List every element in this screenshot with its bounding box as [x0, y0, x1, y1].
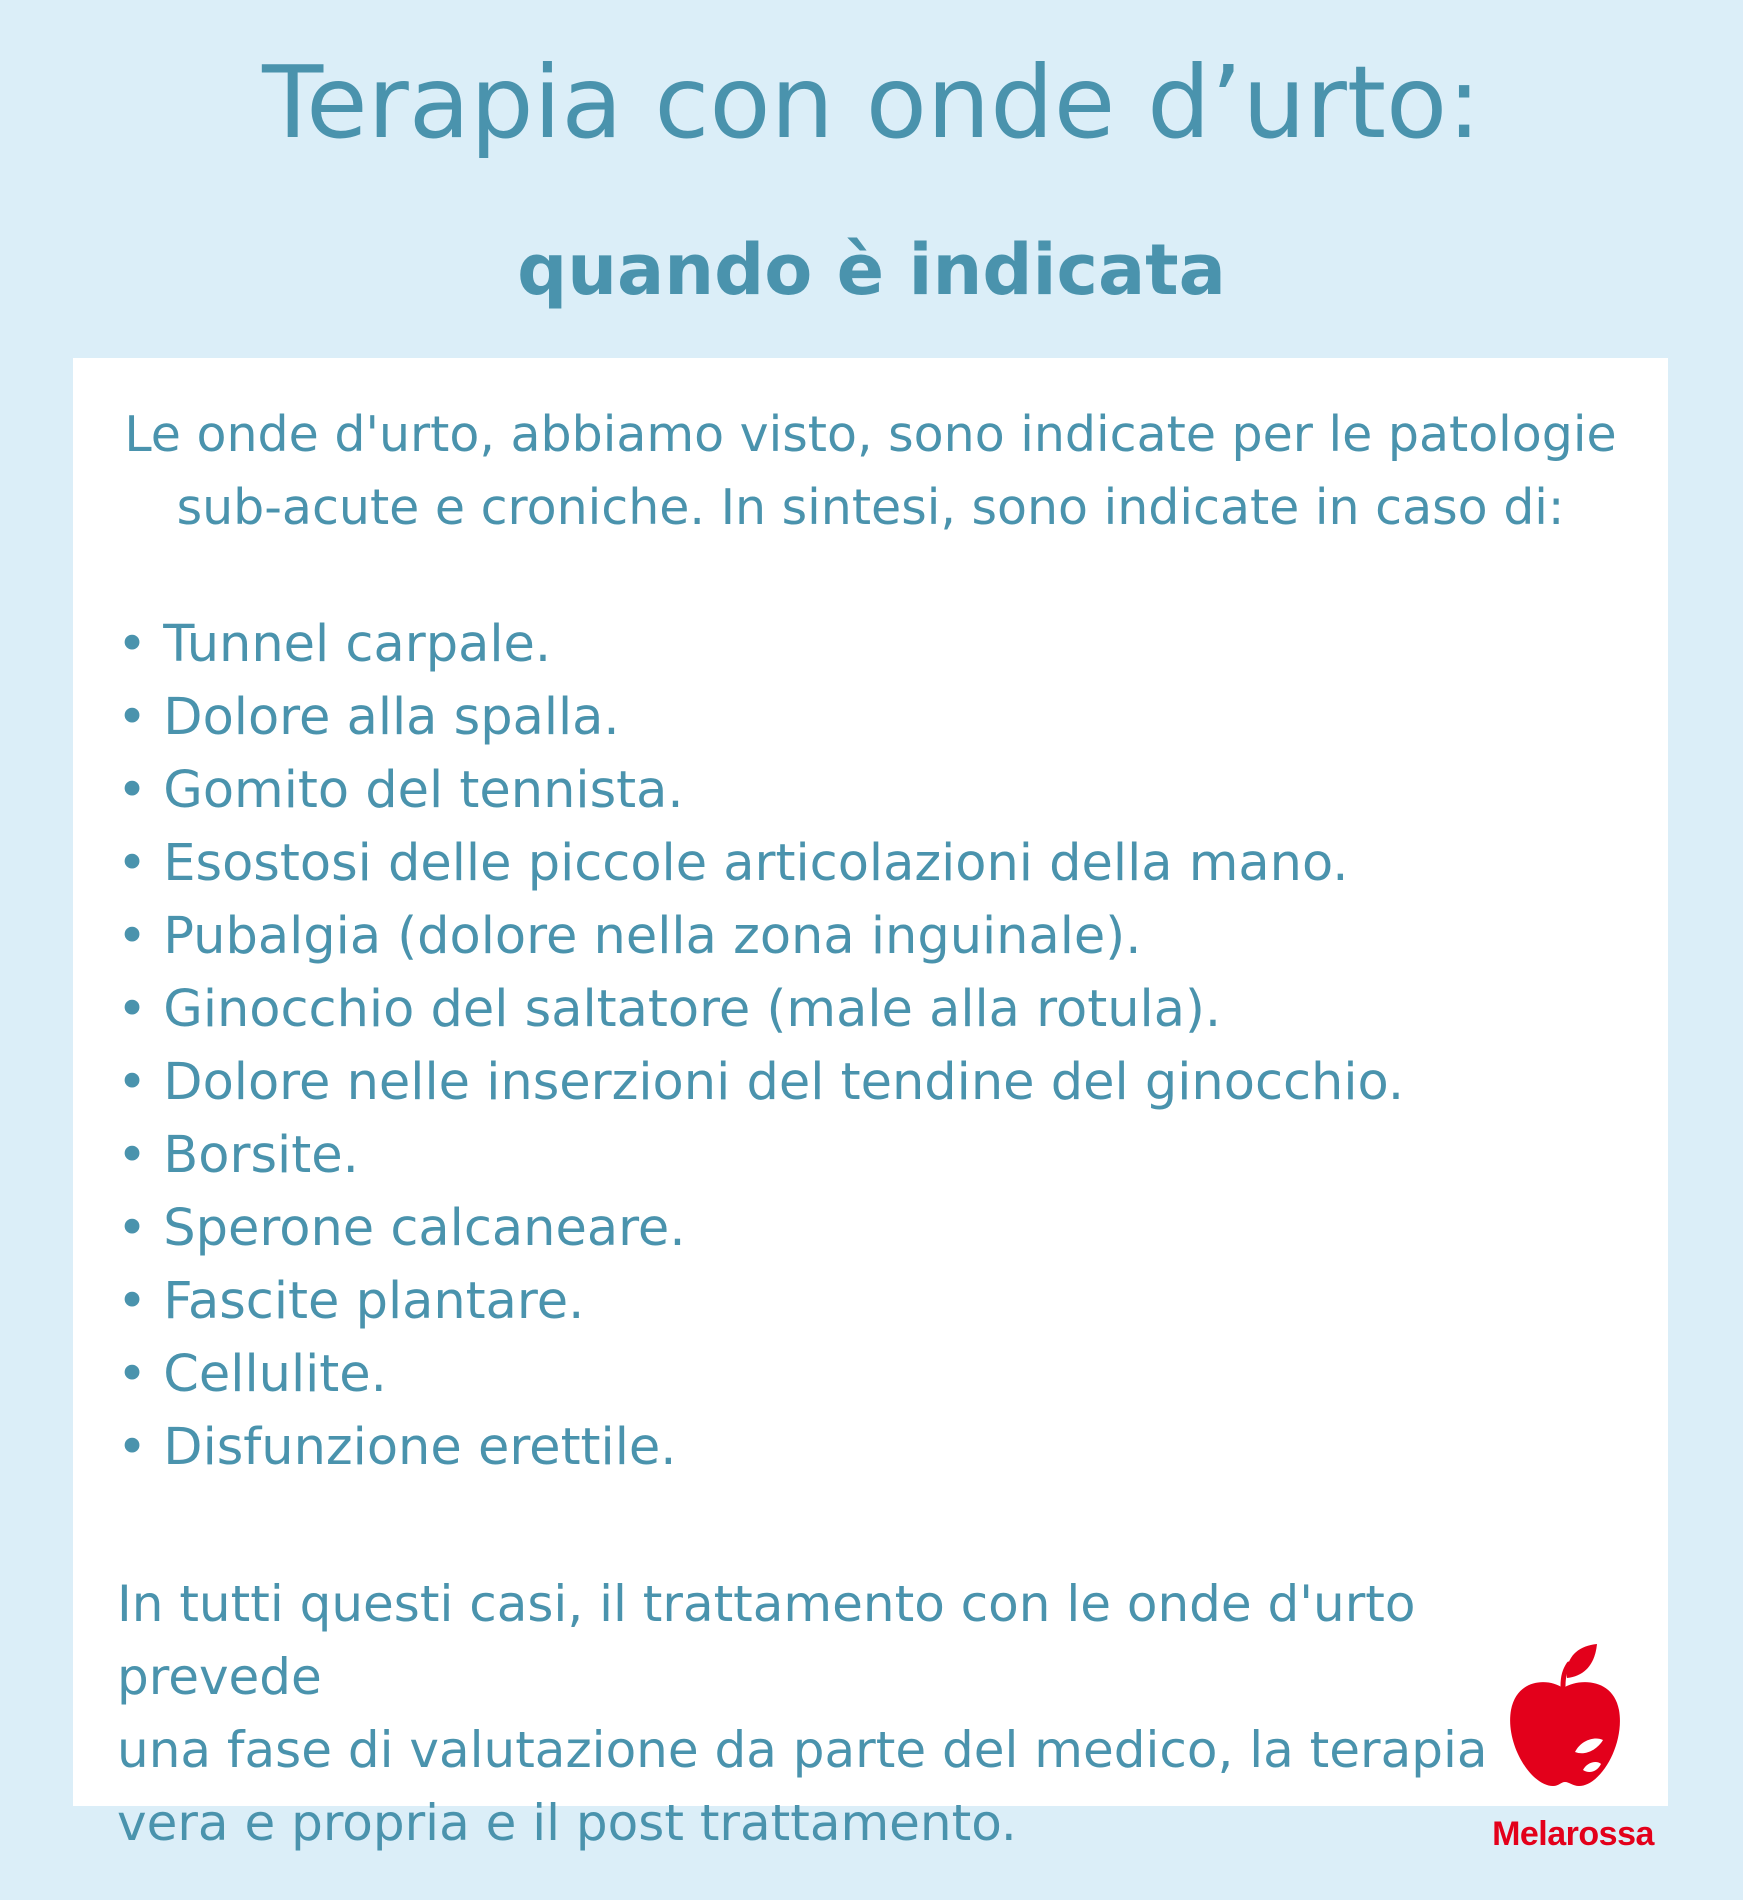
list-item: • Fascite plantare.	[117, 1265, 1404, 1338]
list-item: • Sperone calcaneare.	[117, 1192, 1404, 1265]
list-item: • Dolore alla spalla.	[117, 681, 1404, 754]
list-item: • Pubalgia (dolore nella zona inguinale).	[117, 900, 1404, 973]
list-item: • Esostosi delle piccole articolazioni della mano.	[117, 827, 1404, 900]
list-item: • Gomito del tennista.	[117, 754, 1404, 827]
indications-list	[117, 608, 1404, 1484]
list-item: • Ginocchio del saltatore (male alla rotula).	[117, 973, 1404, 1046]
list-item: • Dolore nelle inserzioni del tendine del ginocchio.	[117, 1046, 1404, 1119]
list-item: • Borsite.	[117, 1119, 1404, 1192]
intro-text: Le onde d'urto, abbiamo visto, sono indicate per le patologie sub-acute e croniche. In sintesi, sono indicate in caso di:	[124, 406, 1617, 536]
apple-icon	[1505, 1640, 1625, 1790]
list-item: • Cellulite.	[117, 1338, 1404, 1411]
page-title: Terapia con onde d’urto:	[262, 44, 1481, 161]
list-item: • Disfunzione erettile.	[117, 1411, 1404, 1484]
list-item: • Tunnel carpale.	[117, 608, 1404, 681]
closing-text: In tutti questi casi, il trattamento con le onde d'urto prevede una fase di valutazione da parte del medico, la terapia vera e propria e il post trattamento.	[117, 1575, 1488, 1852]
brand-name: Melarossa	[1492, 1815, 1654, 1853]
page-subtitle: quando è indicata	[517, 229, 1226, 311]
